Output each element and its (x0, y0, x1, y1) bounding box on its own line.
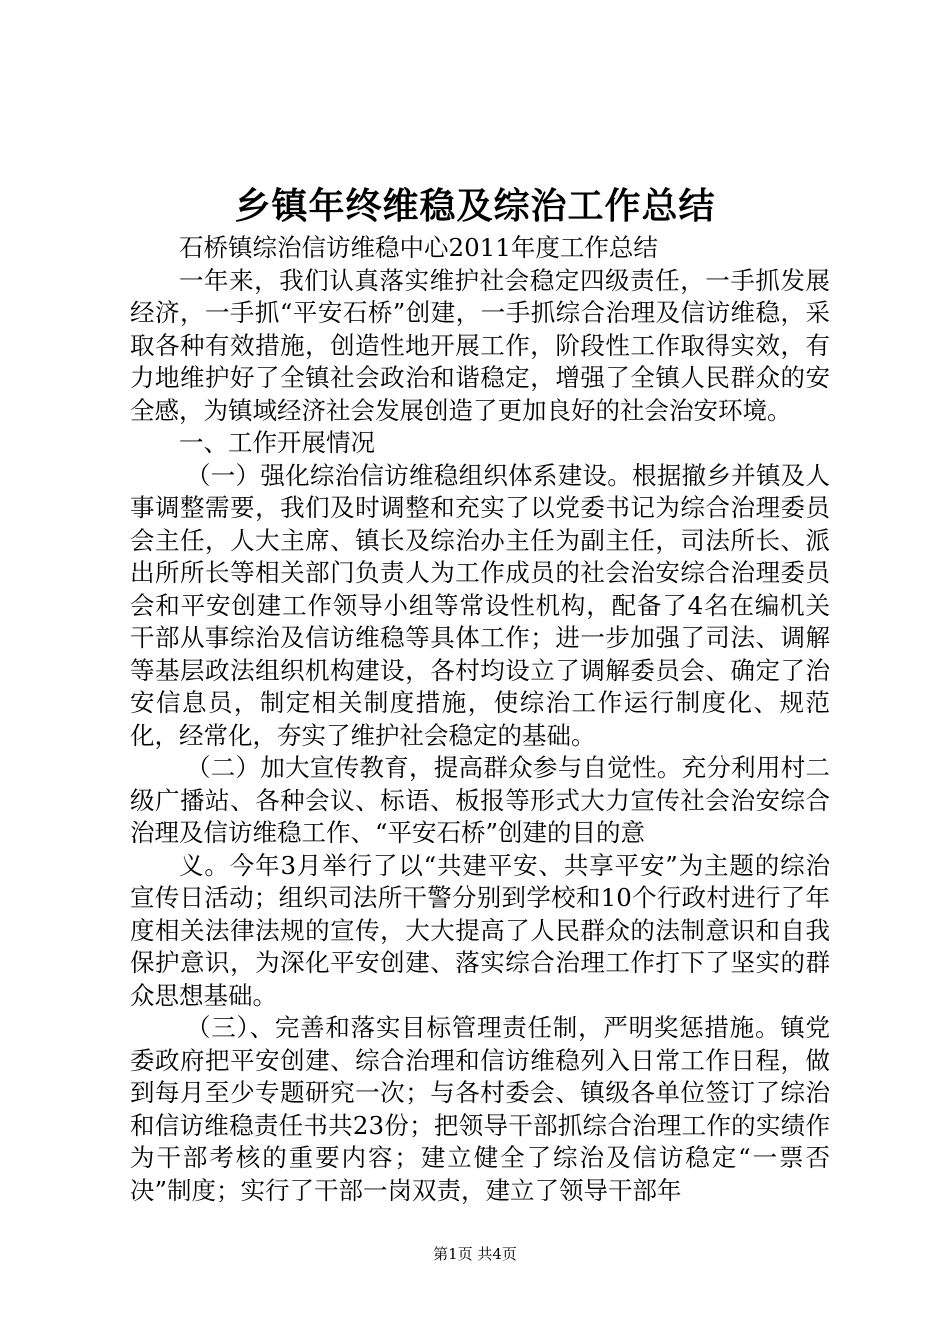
paragraph-item-2: （二）加大宣传教育，提高群众参与自觉性。充分利用村二级广播站、各种会议、标语、板报等形式大力宣传社会治安综合治理及信访维稳工作、“平安石桥”创建的目的意 (130, 753, 830, 847)
page-number-footer: 第1页 共4页 (433, 1245, 517, 1263)
paragraph-item-1: （一）强化综治信访维稳组织体系建设。根据撤乡并镇及人事调整需要，我们及时调整和充实了以党委书记为综合治理委员会主任，人大主席、镇长及综治办主任为副主任，司法所长、派出所所长等相关部门负责人为工作成员的社会治安综合治理委员会和平安创建工作领导小组等常设性机构，配备了4名在编机关干部从事综治及信访维稳等具体工作；进一步加强了司法、调解等基层政法组织机构建设，各村均设立了调解委员会、确定了治安信息员，制定相关制度措施，使综治工作运行制度化、规范化，经常化，夯实了维护社会稳定的基础。 (130, 460, 830, 750)
paragraph-item-3: （三）、完善和落实目标管理责任制，严明奖惩措施。镇党委政府把平安创建、综合治理和信访维稳列入日常工作日程，做到每月至少专题研究一次；与各村委会、镇级各单位签订了综治和信访维稳责任书共23份；把领导干部抓综合治理工作的实绩作为干部考核的重要内容；建立健全了综治及信访稳定“一票否决”制度；实行了干部一岗双责，建立了领导干部年 (130, 1013, 830, 1205)
subtitle-paragraph: 石桥镇综治信访维稳中心2011年度工作总结 (179, 233, 658, 262)
document-title: 乡镇年终维稳及综治工作总结 (234, 185, 716, 227)
document-body (130, 232, 830, 1207)
section-heading: 一、工作开展情况 (179, 428, 375, 457)
intro-paragraph: 一年来，我们认真落实维护社会稳定四级责任，一手抓发展经济，一手抓“平安石桥”创建，一手抓综合治理及信访维稳，采取各种有效措施，创造性地开展工作，阶段性工作取得实效，有力地维护好了全镇社会政治和谐稳定，增强了全镇人民群众的安全感，为镇域经济社会发展创造了更加良好的社会治安环境。 (130, 265, 830, 425)
paragraph-item-2-continued: 义。今年3月举行了以“共建平安、共享平安”为主题的综治宣传日活动；组织司法所干警分别到学校和10个行政村进行了年度相关法律法规的宣传，大大提高了人民群众的法制意识和自我保护意识，为深化平安创建、落实综合治理工作打下了坚实的群众思想基础。 (130, 850, 830, 1010)
